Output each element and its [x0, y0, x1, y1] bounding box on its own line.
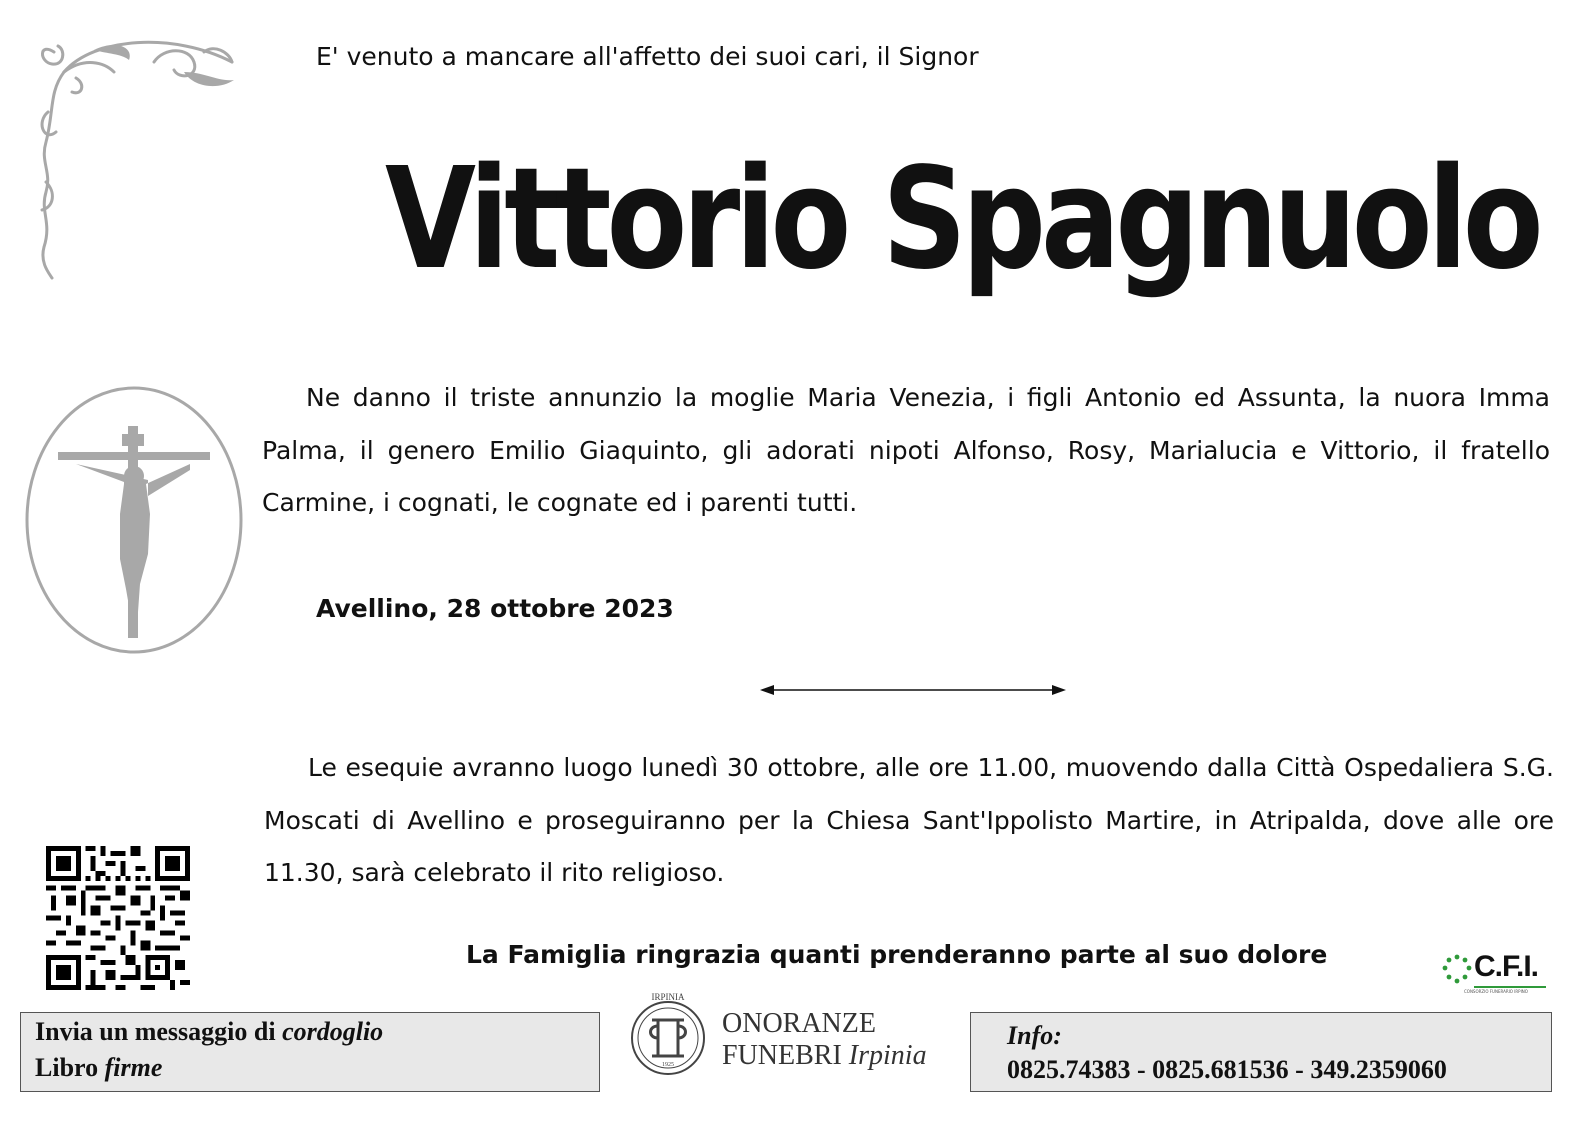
brand-line-2-italic: Irpinia — [848, 1040, 927, 1071]
phone-numbers[interactable]: 0825.74383 - 0825.681536 - 349.2359060 — [1007, 1055, 1447, 1084]
deceased-name: Vittorio Spagnuolo — [385, 138, 1539, 301]
cfi-subtext: CONSORZIO FUNERARIO IRPINO — [1464, 989, 1528, 994]
funeral-paragraph — [264, 742, 1554, 900]
cfi-logo — [1440, 948, 1550, 1000]
double-arrow-divider — [760, 680, 1066, 700]
condolence-box[interactable] — [20, 1012, 600, 1092]
thanks-text: La Famiglia ringrazia quanti prenderanno parte al suo dolore — [466, 940, 1328, 969]
announcement-paragraph — [262, 372, 1550, 530]
funeral-text: Le esequie avranno luogo lunedì 30 ottobre, alle ore 11.00, muovendo dalla Città Ospedaliera S.G. Moscati di Avellino e proseguiranno per la Chiesa Sant'Ippolisto Martire, in Atripalda, dove alle ore 11.30, sarà celebrato il rito religioso. — [264, 753, 1554, 887]
qr-code[interactable] — [46, 846, 190, 990]
cfi-dots-icon — [1442, 954, 1472, 984]
brand-line-1: ONORANZE — [722, 1008, 876, 1039]
brand-line-2 — [722, 1040, 927, 1072]
onoranze-brand — [722, 1008, 927, 1072]
condolence-label: Invia un messaggio di — [35, 1017, 283, 1046]
info-label: Info: — [1007, 1021, 1062, 1050]
crucifix-icon — [24, 384, 246, 656]
condolence-label-italic: cordoglio — [282, 1017, 384, 1046]
corner-ornament — [34, 32, 239, 282]
announcement-text: Ne danno il triste annunzio la moglie Maria Venezia, i figli Antonio ed Assunta, la nuora Imma Palma, il genero Emilio Giaquinto, gli adorati nipoti Alfonso, Rosy, Marialucia e Vittorio, il fratello Carmine, i cognati, le cognate ed i parenti tutti. — [262, 383, 1550, 517]
place-date: Avellino, 28 ottobre 2023 — [316, 594, 674, 623]
intro-text: E' venuto a mancare all'affetto dei suoi cari, il Signor — [316, 42, 979, 71]
info-box — [970, 1012, 1552, 1092]
seal-text: IRPINIA — [651, 992, 685, 1002]
guestbook-link[interactable] — [35, 1053, 162, 1083]
brand-line-2-prefix: FUNEBRI — [722, 1040, 849, 1071]
cfi-underline — [1474, 986, 1546, 988]
guestbook-label: Libro — [35, 1053, 105, 1082]
onoranze-seal-icon — [620, 990, 716, 1086]
guestbook-label-italic: firme — [104, 1053, 163, 1082]
cfi-logo-text: C.F.I. — [1474, 950, 1539, 983]
condolence-link[interactable] — [35, 1017, 383, 1047]
seal-year: 1925 — [662, 1062, 674, 1068]
